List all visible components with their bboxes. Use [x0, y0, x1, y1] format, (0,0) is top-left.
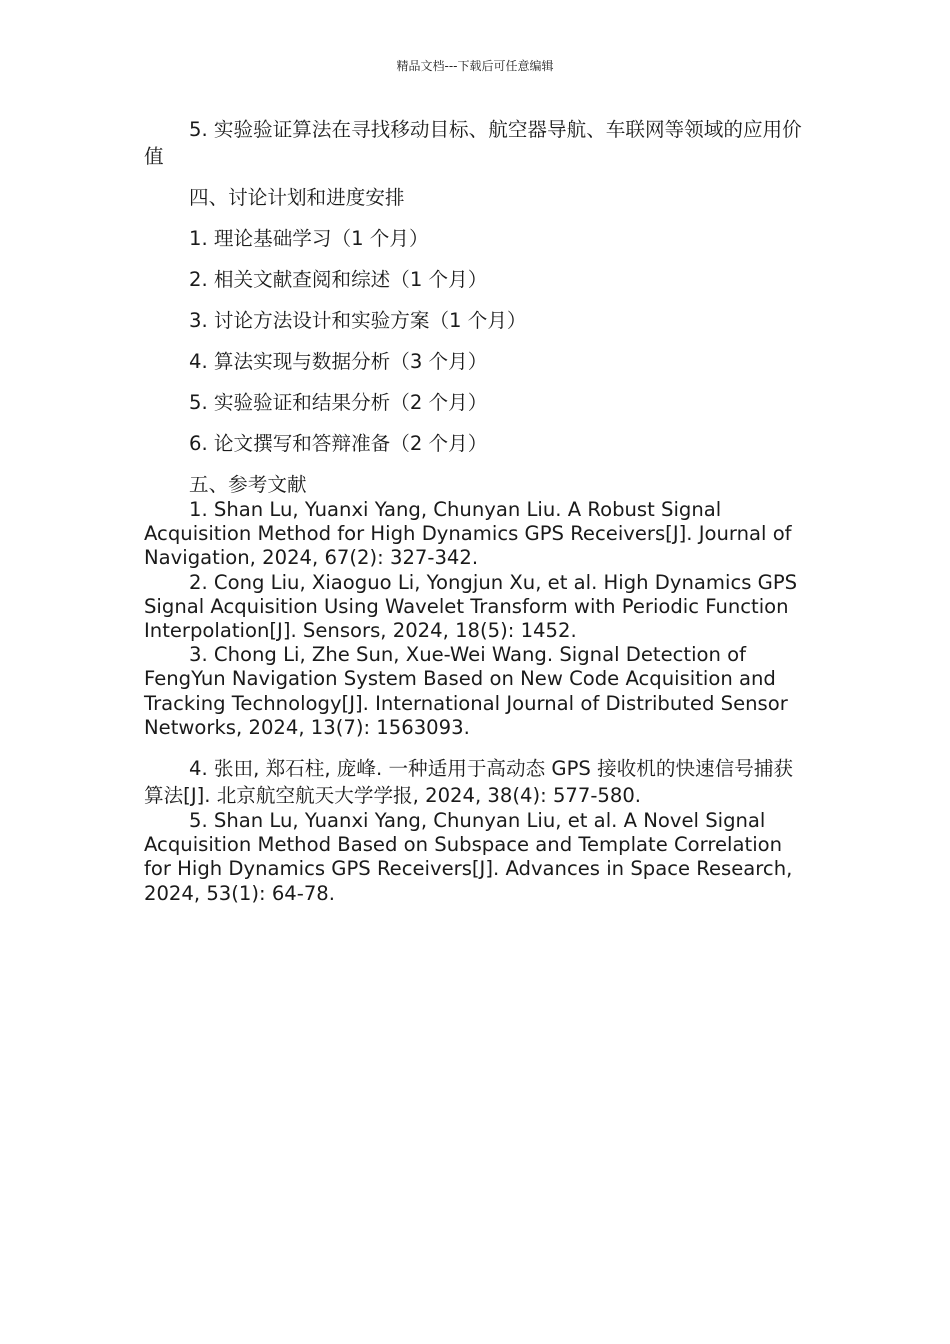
reference-item: 3. Chong Li, Zhe Sun, Xue-Wei Wang. Signal Detection of FengYun Navigation System Based on New Code Acquisition and Tracking Technology[J]. International Journal of Distributed Sensor Networks, 2024, 13(7): 1563093. — [144, 643, 788, 739]
schedule-item: 3. 讨论方法设计和实验方案（1 个月） — [189, 309, 527, 332]
document-body — [144, 116, 806, 906]
reference-item: 1. Shan Lu, Yuanxi Yang, Chunyan Liu. A Robust Signal Acquisition Method for High Dynamics GPS Receivers[J]. Journal of Navigation, 2024, 67(2): 327-342. — [144, 498, 792, 570]
reference-item: 5. Shan Lu, Yuanxi Yang, Chunyan Liu, et al. A Novel Signal Acquisition Method Based on Subspace and Template Correlation for High Dynamics GPS Receivers[J]. Advances in Space Research, 2024, 53(1): 64-78. — [144, 809, 793, 905]
section-heading-references: 五、参考文献 — [189, 473, 307, 496]
schedule-item: 4. 算法实现与数据分析（3 个月） — [189, 350, 488, 373]
reference-item: 4. 张田, 郑石柱, 庞峰. 一种适用于高动态 GPS 接收机的快速信号捕获算法[J]. 北京航空航天大学学报, 2024, 38(4): 577-580. — [144, 757, 794, 808]
schedule-item: 5. 实验验证和结果分析（2 个月） — [189, 391, 488, 414]
reference-item: 2. Cong Liu, Xiaoguo Li, Yongjun Xu, et al. High Dynamics GPS Signal Acquisition Using Wavelet Transform with Periodic Function Interpolation[J]. Sensors, 2024, 18(5): 1452. — [144, 570, 798, 643]
schedule-item: 6. 论文撰写和答辩准备（2 个月） — [189, 432, 488, 455]
list-item-application-value: 5. 实验验证算法在寻找移动目标、航空器导航、车联网等领域的应用价值 — [144, 118, 802, 168]
section-heading-schedule: 四、讨论计划和进度安排 — [189, 186, 405, 209]
page-header: 精品文档---下载后可任意编辑 — [396, 59, 554, 73]
schedule-item: 2. 相关文献查阅和综述（1 个月） — [189, 268, 488, 291]
schedule-item: 1. 理论基础学习（1 个月） — [189, 227, 429, 250]
